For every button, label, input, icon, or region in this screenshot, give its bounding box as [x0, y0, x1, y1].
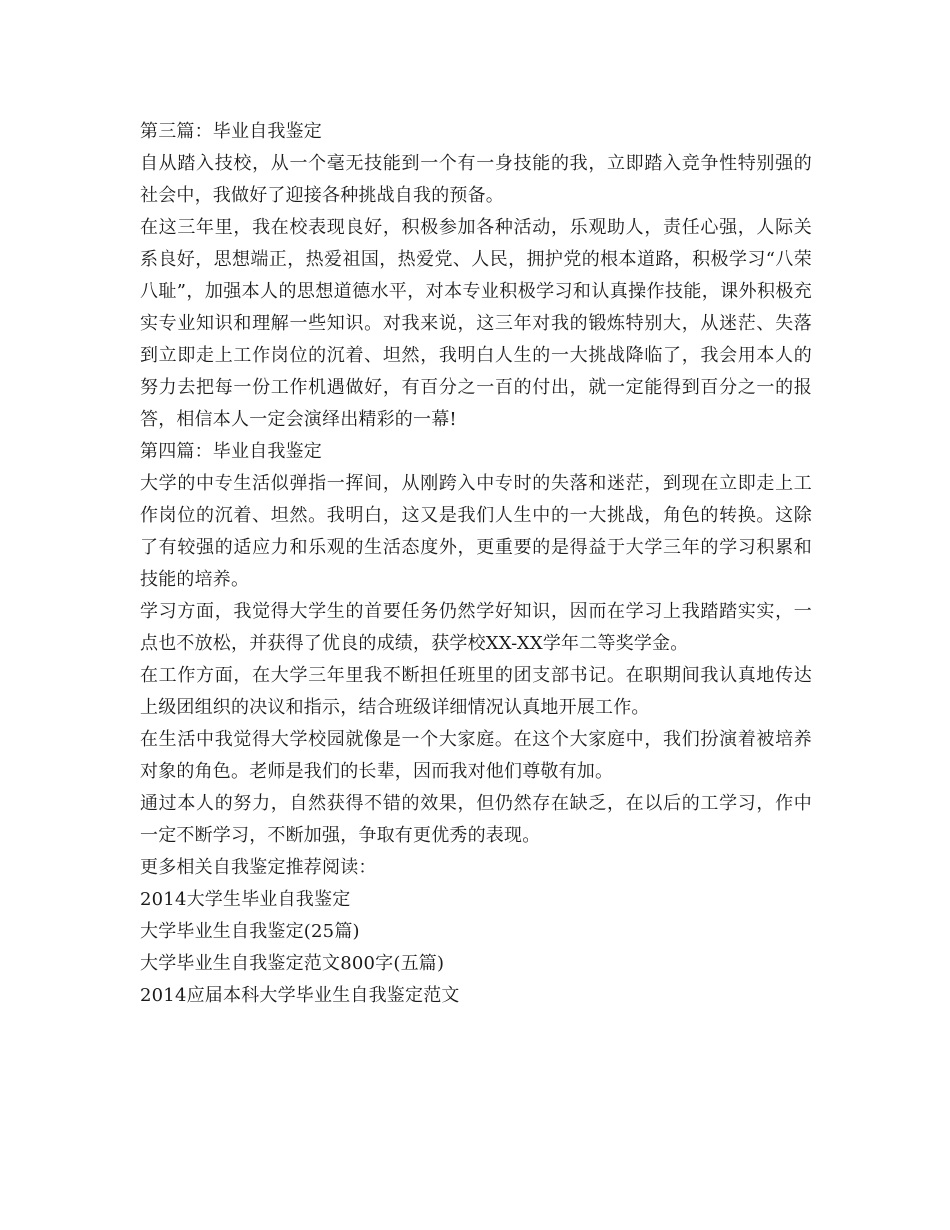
related-link-2[interactable]: 大学毕业生自我鉴定(25篇) — [140, 921, 360, 942]
related-link-1[interactable]: 2014大学生毕业自我鉴定 — [140, 889, 351, 910]
section3-title: 第三篇：毕业自我鉴定 — [140, 121, 322, 142]
section3-paragraph-2: 在这三年里，我在校表现良好，积极参加各种活动，乐观助人，责任心强，人际关系良好，思想端正，热爱祖国，热爱党、人民，拥护党的根本道路，积极学习“八荣八耻”，加强本人的思想道德水平，对本专业积极学习和认真操作技能，课外积极充实专业知识和理解一些知识。对我来说，这三年对我的锻炼特别大，从迷茫、失落到立即走上工作岗位的沉着、坦然，我明白人生的一大挑战降临了，我会用本人的努力去把每一份工作机遇做好，有百分之一百的付出，就一定能得到百分之一的报答，相信本人一定会演绎出精彩的一幕! — [140, 217, 812, 430]
document-body — [140, 116, 812, 1012]
section4-paragraph-4: 在生活中我觉得大学校园就像是一个大家庭。在这个大家庭中，我们扮演着被培养对象的角色。老师是我们的长辈，因而我对他们尊敬有加。 — [140, 729, 812, 782]
related-heading: 更多相关自我鉴定推荐阅读： — [140, 857, 377, 878]
related-link-3[interactable]: 大学毕业生自我鉴定范文800字(五篇) — [140, 953, 445, 974]
section4-paragraph-3: 在工作方面，在大学三年里我不断担任班里的团支部书记。在职期间我认真地传达上级团组织的决议和指示，结合班级详细情况认真地开展工作。 — [140, 665, 812, 718]
section3-paragraph-1: 自从踏入技校，从一个毫无技能到一个有一身技能的我，立即踏入竞争性特别强的社会中，我做好了迎接各种挑战自我的预备。 — [140, 153, 812, 206]
section4-title: 第四篇：毕业自我鉴定 — [140, 441, 322, 462]
section4-paragraph-1: 大学的中专生活似弹指一挥间，从刚跨入中专时的失落和迷茫，到现在立即走上工作岗位的沉着、坦然。我明白，这又是我们人生中的一大挑战，角色的转换。这除了有较强的适应力和乐观的生活态度外，更重要的是得益于大学三年的学习积累和技能的培养。 — [140, 473, 812, 590]
related-link-4[interactable]: 2014应届本科大学毕业生自我鉴定范文 — [140, 985, 460, 1006]
section4-paragraph-2: 学习方面，我觉得大学生的首要任务仍然学好知识，因而在学习上我踏踏实实，一点也不放松，并获得了优良的成绩，获学校XX-XX学年二等奖学金。 — [140, 601, 812, 654]
section4-paragraph-5: 通过本人的努力，自然获得不错的效果，但仍然存在缺乏，在以后的工学习，作中一定不断学习，不断加强，争取有更优秀的表现。 — [140, 793, 812, 846]
